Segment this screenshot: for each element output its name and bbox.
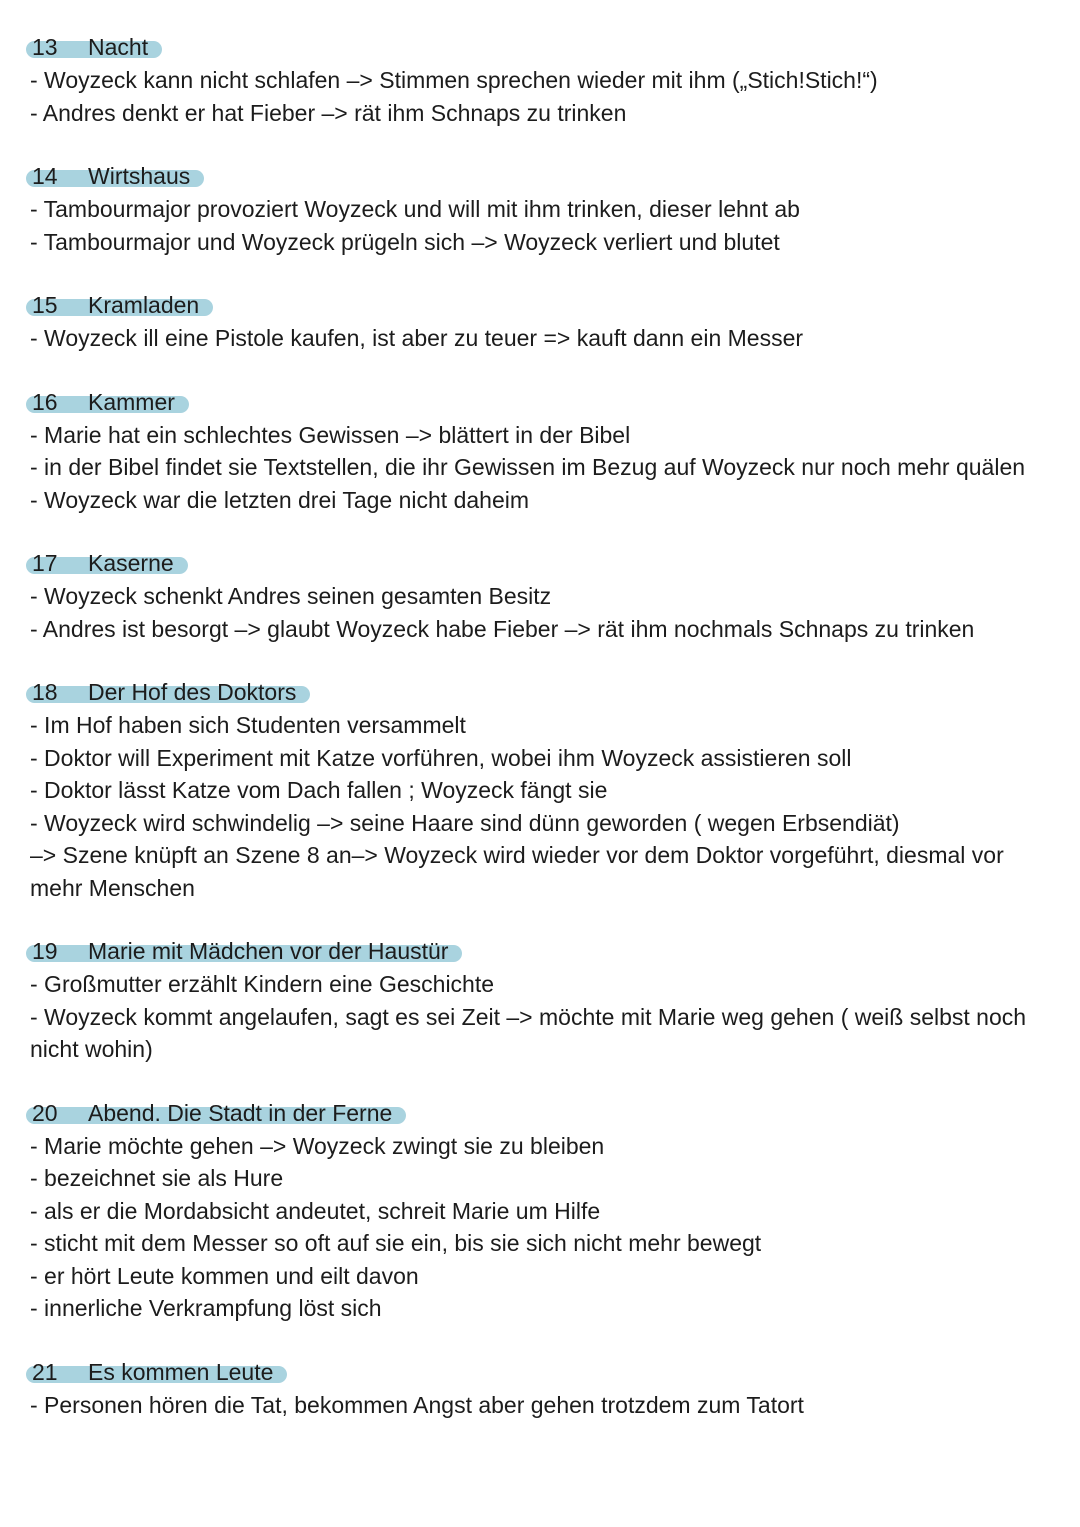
scene-header xyxy=(30,677,304,707)
scene-list xyxy=(30,32,1050,1421)
note-line: - Marie möchte gehen –> Woyzeck zwingt sie zu bleiben xyxy=(30,1132,605,1159)
note-line: - Woyzeck kann nicht schlafen –> Stimmen sprechen wieder mit ihm („Stich!Stich!“) xyxy=(30,67,878,93)
note-line: - Woyzeck war die letzten drei Tage nicht daheim xyxy=(30,486,530,513)
scene-section xyxy=(30,936,1050,1066)
scene-header xyxy=(30,1357,281,1387)
scene-number: 17 xyxy=(32,550,58,576)
scene-section xyxy=(30,387,1050,517)
note-line: - Marie hat ein schlechtes Gewissen –> blättert in der Bibel xyxy=(30,421,631,448)
note-line: - er hört Leute kommen und eilt davon xyxy=(30,1262,419,1289)
scene-number: 21 xyxy=(32,1358,58,1385)
scene-number: 14 xyxy=(32,163,58,189)
scene-title: Nacht xyxy=(88,34,149,60)
note-line: - Andres denkt er hat Fieber –> rät ihm Schnaps zu trinken xyxy=(30,99,627,126)
scene-notes xyxy=(30,709,1050,904)
scene-section xyxy=(30,161,1050,258)
scene-notes xyxy=(30,580,1050,645)
note-line: - Im Hof haben sich Studenten versammelt xyxy=(30,712,466,738)
scene-section xyxy=(30,1357,1050,1422)
note-line: - bezeichnet sie als Hure xyxy=(30,1165,284,1191)
scene-section xyxy=(30,32,1050,129)
note-line: - als er die Mordabsicht andeutet, schreit Marie um Hilfe xyxy=(30,1197,601,1224)
scene-section xyxy=(30,548,1050,645)
scene-header xyxy=(30,548,182,578)
scene-title: Kaserne xyxy=(88,550,174,576)
scene-number: 15 xyxy=(32,292,58,318)
scene-header xyxy=(30,387,183,417)
note-line: - Doktor will Experiment mit Katze vorführen, wobei ihm Woyzeck assistieren soll xyxy=(30,744,852,771)
note-line: - Woyzeck wird schwindelig –> seine Haare sind dünn geworden ( wegen Erbsendiät) xyxy=(30,809,900,836)
scene-header xyxy=(30,290,207,320)
scene-header xyxy=(30,161,198,191)
note-line: - innerliche Verkrampfung löst sich xyxy=(30,1295,382,1321)
scene-section xyxy=(30,1098,1050,1325)
note-line: - Doktor lässt Katze vom Dach fallen ; Woyzeck fängt sie xyxy=(30,777,608,803)
scene-notes xyxy=(30,1389,1050,1422)
note-line: - Andres ist besorgt –> glaubt Woyzeck habe Fieber –> rät ihm nochmals Schnaps zu trinken xyxy=(30,615,975,642)
note-line: - Woyzeck ill eine Pistole kaufen, ist aber zu teuer => kauft dann ein Messer xyxy=(30,325,804,351)
scene-title: Der Hof des Doktors xyxy=(88,679,297,705)
scene-notes xyxy=(30,193,1050,258)
note-line: - in der Bibel findet sie Textstellen, die ihr Gewissen im Bezug auf Woyzeck nur noch mehr quälen xyxy=(30,454,1026,480)
note-line: - Woyzeck kommt angelaufen, sagt es sei Zeit –> möchte mit Marie weg gehen ( weiß selbst noch nicht wohin) xyxy=(30,1003,1027,1062)
note-line: - sticht mit dem Messer so oft auf sie ein, bis sie sich nicht mehr bewegt xyxy=(30,1230,762,1256)
scene-number: 19 xyxy=(32,938,58,964)
note-line: - Personen hören die Tat, bekommen Angst aber gehen trotzdem zum Tatort xyxy=(30,1391,804,1418)
scene-notes xyxy=(30,419,1050,517)
scene-title: Wirtshaus xyxy=(88,163,191,189)
note-line: - Tambourmajor und Woyzeck prügeln sich –> Woyzeck verliert und blutet xyxy=(30,228,780,255)
scene-header xyxy=(30,32,156,62)
note-line: - Woyzeck schenkt Andres seinen gesamten Besitz xyxy=(30,583,552,609)
note-line: - Großmutter erzählt Kindern eine Geschichte xyxy=(30,971,495,997)
scene-title: Abend. Die Stadt in der Ferne xyxy=(88,1099,393,1126)
scene-header xyxy=(30,1098,400,1128)
note-line: –> Szene knüpft an Szene 8 an–> Woyzeck wird wieder vor dem Doktor vorgeführt, diesmal vor mehr Menschen xyxy=(30,842,1004,901)
scene-notes xyxy=(30,64,1050,129)
scene-notes xyxy=(30,968,1050,1066)
scene-section xyxy=(30,290,1050,355)
scene-number: 13 xyxy=(32,34,58,60)
scene-section xyxy=(30,677,1050,904)
scene-number: 20 xyxy=(32,1099,58,1126)
scene-title: Kramladen xyxy=(88,292,200,318)
scene-title: Marie mit Mädchen vor der Haustür xyxy=(88,938,449,964)
scene-number: 16 xyxy=(32,388,58,415)
scene-number: 18 xyxy=(32,679,58,705)
note-line: - Tambourmajor provoziert Woyzeck und will mit ihm trinken, dieser lehnt ab xyxy=(30,196,800,222)
scene-notes xyxy=(30,1130,1050,1325)
scene-title: Kammer xyxy=(88,388,175,415)
scene-notes xyxy=(30,322,1050,355)
scene-header xyxy=(30,936,456,966)
scene-title: Es kommen Leute xyxy=(88,1358,274,1385)
